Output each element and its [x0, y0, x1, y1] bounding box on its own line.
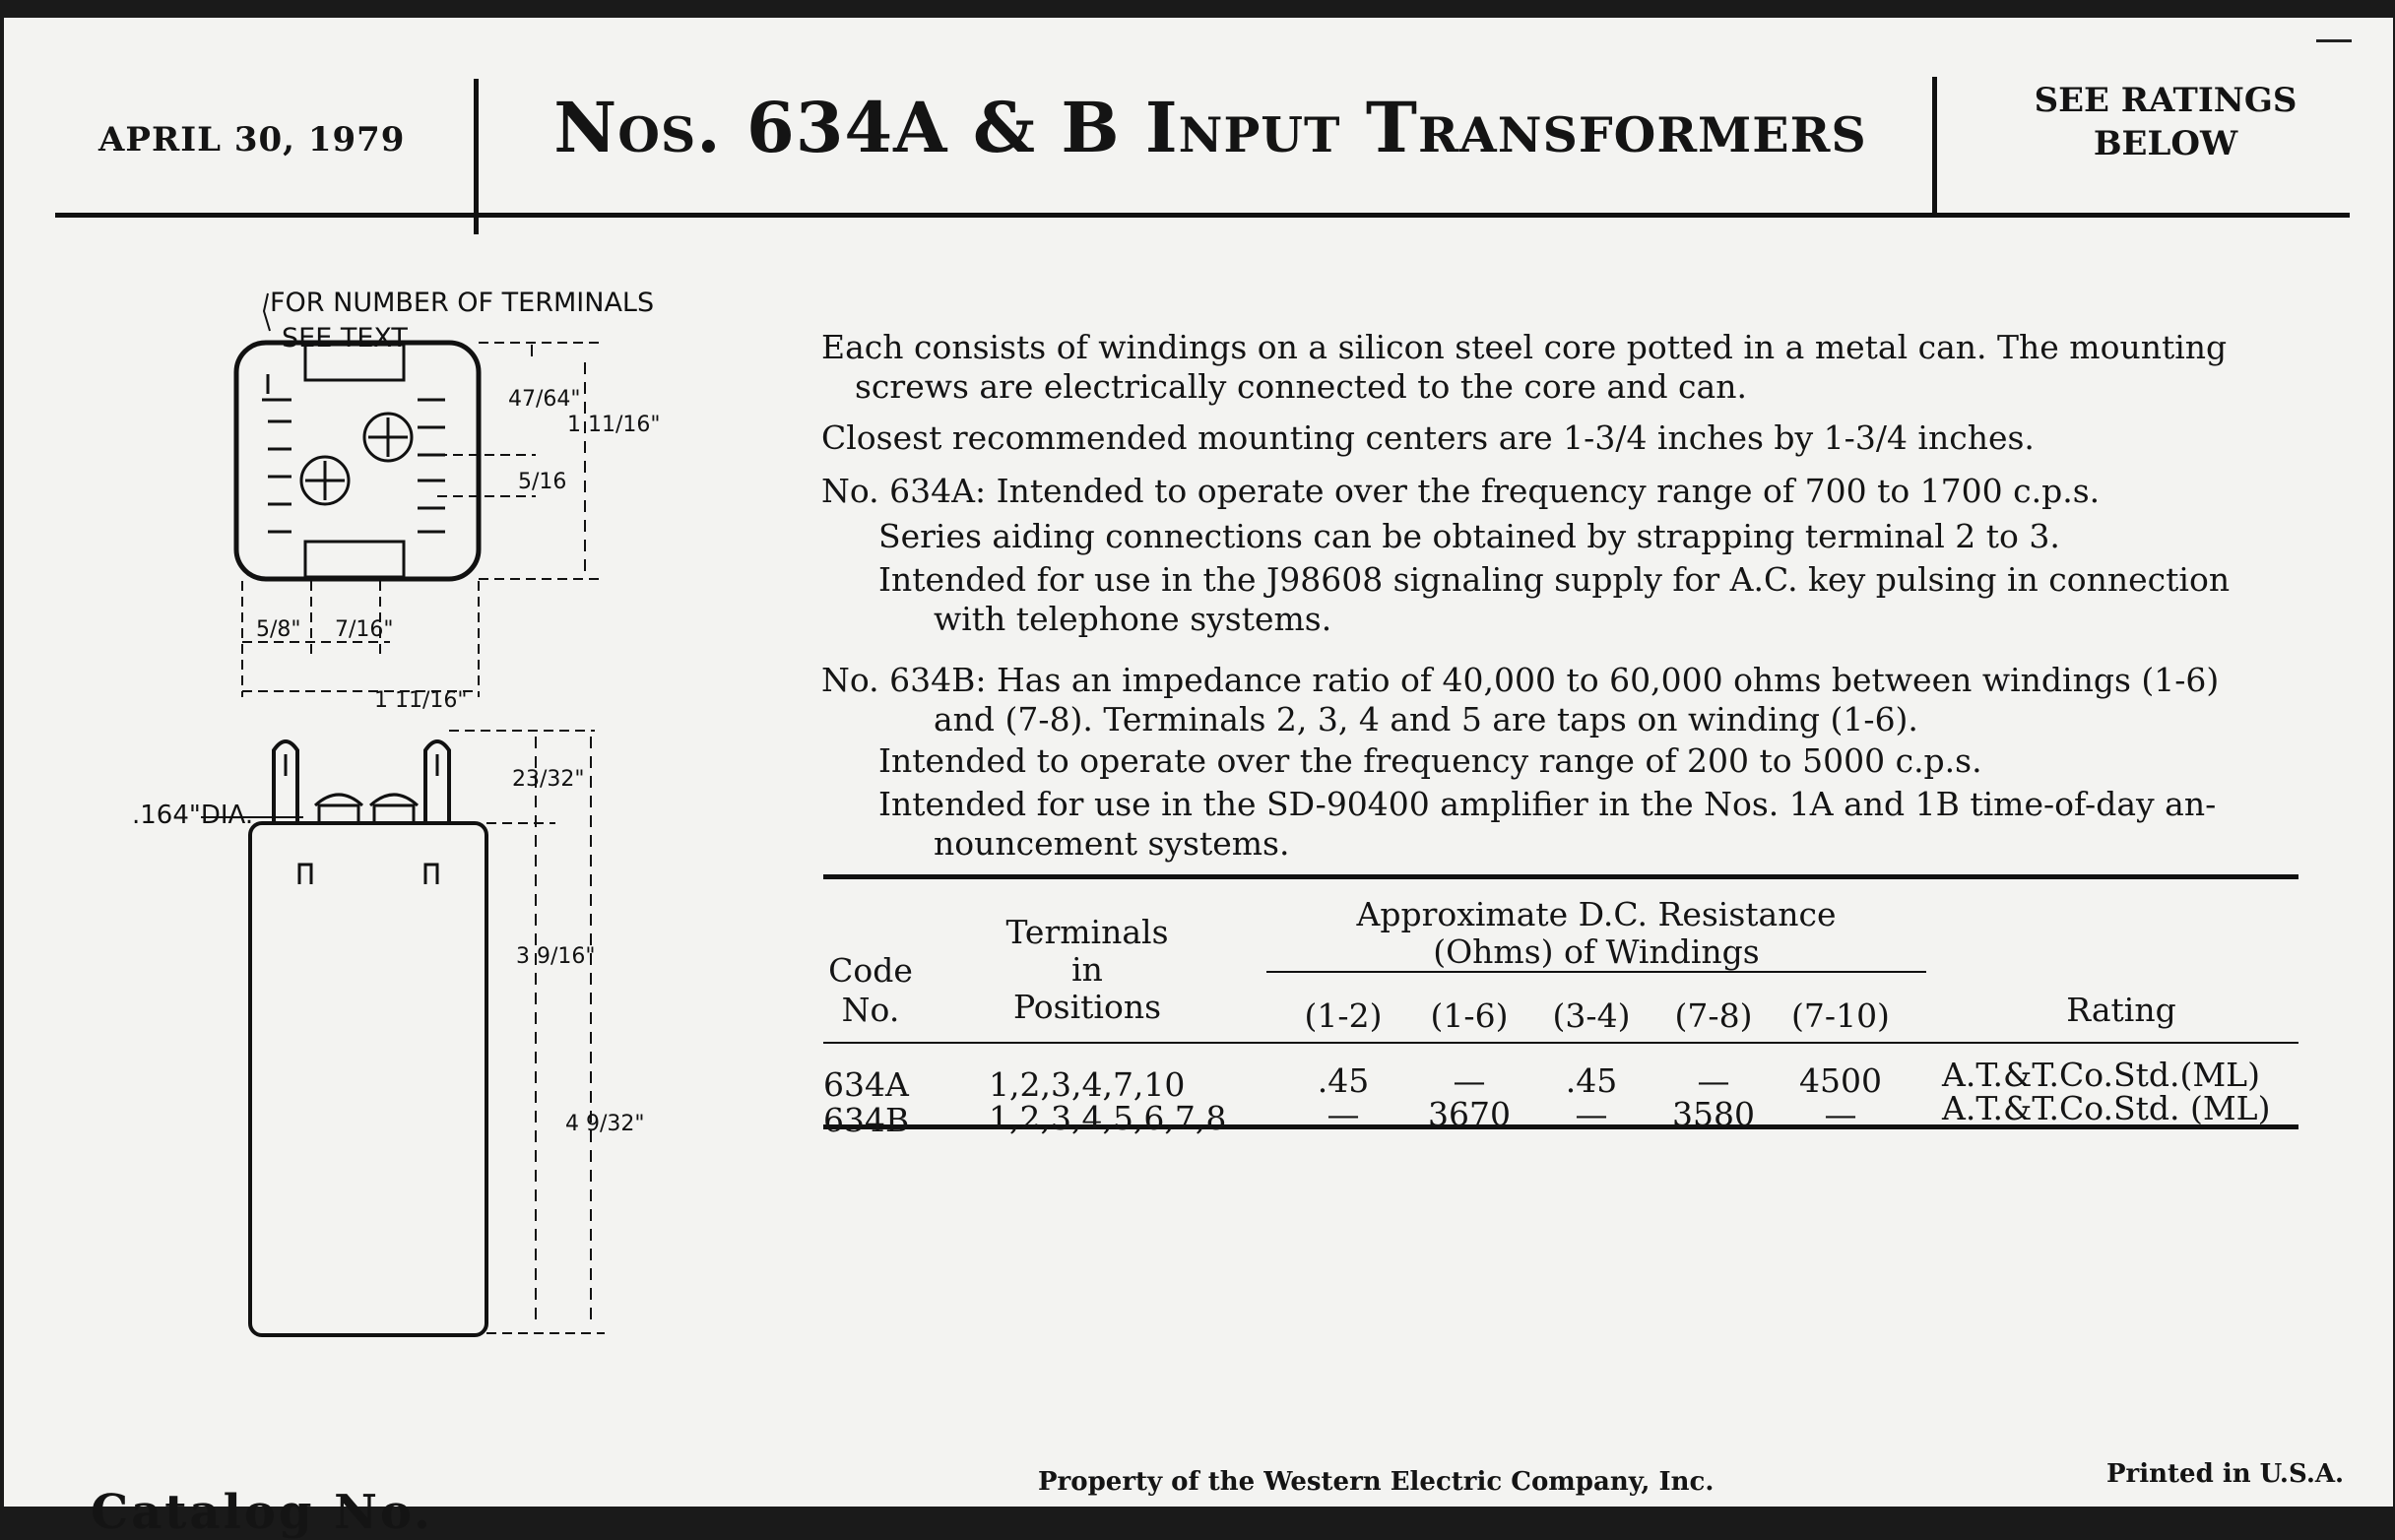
cell-code: 634B [823, 1101, 910, 1139]
description-line: nouncement systems. [934, 824, 1290, 863]
terminal-post-right [374, 805, 414, 823]
top-view-outline [236, 343, 479, 579]
description-line: No. 634A: Intended to operate over the frequency range of 700 to 1700 c.p.s. [821, 472, 2101, 510]
description-line: Intended to operate over the frequency range of 200 to 5000 c.p.s. [878, 741, 1982, 780]
cell-terminals: 1,2,3,4,5,6,7,8 [989, 1099, 1227, 1137]
cell-r34: — [1575, 1095, 1608, 1133]
description-line: Intended for use in the SD-90400 amplifier in the Nos. 1A and 1B time-of-day an- [878, 785, 2217, 823]
dim-5-16: 5/16 [518, 470, 567, 494]
col-header-terminals: Terminals in Positions [1005, 913, 1169, 1026]
cell-r710: — [1824, 1095, 1857, 1133]
description-line: and (7-8). Terminals 2, 3, 4 and 5 are taps on winding (1-6). [934, 700, 1918, 738]
col-header-code: Code No. [828, 951, 913, 1029]
col-header-resistance: Approximate D.C. Resistance (Ohms) of Windings [1356, 895, 1837, 971]
cell-rating: A.T.&T.Co.Std. (ML) [1942, 1089, 2271, 1127]
header-divider-right [1932, 77, 1937, 215]
drawing-note-line2: SEE TEXT [282, 323, 408, 353]
terminal-marks-left [262, 374, 291, 532]
cell-r16: 3670 [1428, 1095, 1511, 1133]
cell-r710: 4500 [1799, 1061, 1882, 1100]
description-line: with telephone systems. [934, 600, 1332, 638]
lug-right [425, 741, 449, 823]
description-line: Closest recommended mounting centers are 1-3/4 inches by 1-3/4 inches. [821, 418, 2035, 457]
page-title: Nos. 634A & B Input Transformers [553, 87, 1867, 168]
catalog-sheet [4, 18, 2393, 1540]
dim-7-16: 7/16" [335, 617, 394, 642]
drawing-note-line1: FOR NUMBER OF TERMINALS [270, 288, 655, 318]
table-header-rule [823, 1042, 2298, 1044]
table-top-rule [823, 874, 2298, 879]
dim-1-11-16-width: 1 11/16" [374, 688, 468, 713]
description-line: Intended for use in the J98608 signaling supply for A.C. key pulsing in connection [878, 560, 2231, 599]
cell-r34: .45 [1565, 1061, 1618, 1100]
footer-property: Property of the Western Electric Company, Inc. [1038, 1467, 1715, 1497]
dim-terminal-dia: .164"DIA. [132, 801, 254, 830]
issue-date: APRIL 30, 1979 [98, 120, 406, 160]
ratings-note-line1: SEE RATINGS [2034, 81, 2298, 120]
cell-r78: 3580 [1672, 1095, 1755, 1133]
col-header-1-6: (1-6) [1430, 996, 1509, 1035]
cell-r78: — [1697, 1061, 1730, 1100]
dim-5-8: 5/8" [256, 617, 301, 642]
col-header-1-2: (1-2) [1304, 996, 1383, 1035]
cell-r12: — [1327, 1095, 1360, 1133]
col-header-7-8: (7-8) [1674, 996, 1753, 1035]
col-header-3-4: (3-4) [1552, 996, 1631, 1035]
terminal-marks-right [418, 400, 445, 532]
description-line: Series aiding connections can be obtained by strapping terminal 2 to 3. [878, 517, 2060, 555]
col-header-rating: Rating [2066, 991, 2176, 1029]
description-line: No. 634B: Has an impedance ratio of 40,000 to 60,000 ohms between windings (1-6) [821, 661, 2220, 699]
footer-printed: Printed in U.S.A. [2106, 1459, 2345, 1489]
footer-catalog: Catalog No. [91, 1485, 433, 1540]
ratings-note-line2: BELOW [2093, 124, 2238, 163]
cell-r16: — [1453, 1061, 1486, 1100]
dim-47-64: 47/64" [508, 387, 581, 412]
cell-terminals: 1,2,3,4,7,10 [989, 1065, 1186, 1104]
dim-1-11-16: 1 11/16" [567, 413, 661, 437]
table-resistance-rule [1266, 971, 1926, 973]
ratings-note [1983, 79, 2348, 165]
cell-r12: .45 [1317, 1061, 1370, 1100]
cell-rating: A.T.&T.Co.Std.(ML) [1942, 1056, 2260, 1094]
transformer-drawing [4, 18, 733, 1357]
dim-23-32: 23/32" [512, 767, 585, 792]
corner-mark [2316, 39, 2352, 42]
cell-code: 634A [823, 1065, 909, 1104]
col-header-7-10: (7-10) [1791, 996, 1890, 1035]
dim-3-9-16: 3 9/16" [516, 944, 596, 969]
top-view-notch-bottom [305, 542, 404, 577]
description-line: screws are electrically connected to the core and can. [855, 367, 1747, 406]
terminal-post-left [319, 805, 358, 823]
lug-left [274, 741, 297, 823]
description-line: Each consists of windings on a silicon steel core potted in a metal can. The mounting [821, 328, 2228, 366]
side-view-can [250, 823, 486, 1335]
dim-4-9-32: 4 9/32" [565, 1112, 645, 1136]
